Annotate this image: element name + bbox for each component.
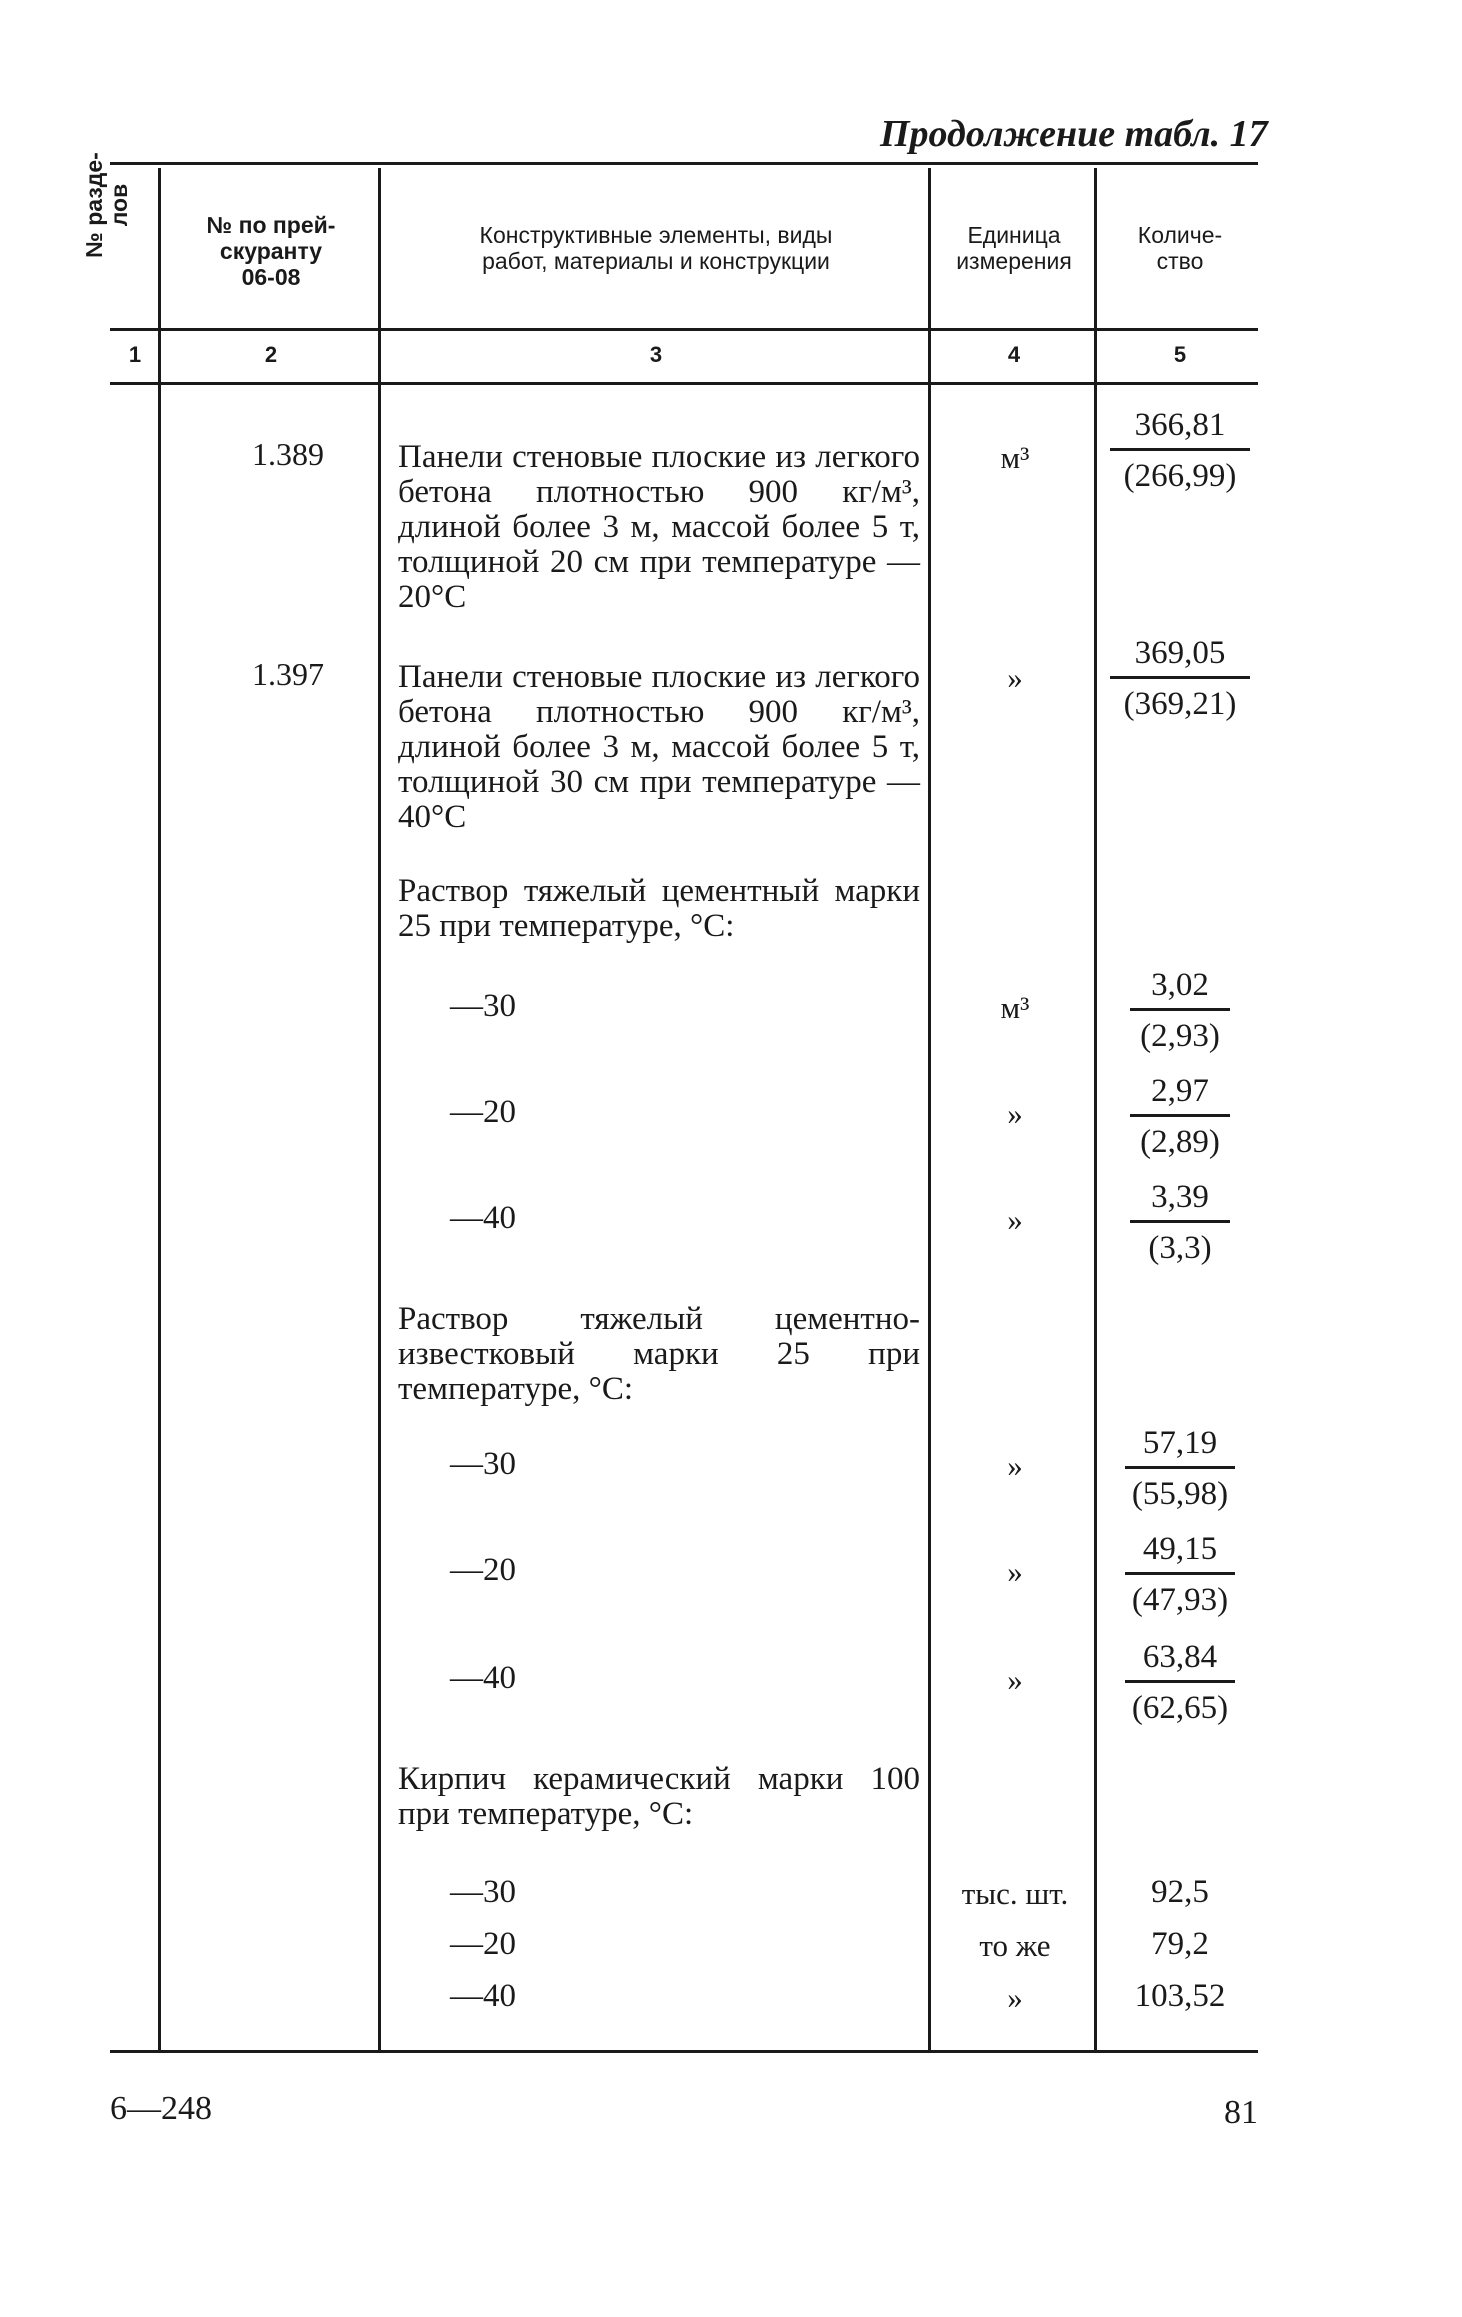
row-1397-description: Панели стеновые плоские из легкого бетона плотностью 900 кг/м³, длиной более 3 м, массой более 5 т, толщиной 30 см при температуре —40°C [398,659,920,835]
quantity-main: 49,15 [1142,1531,1218,1567]
cement-lime-unit-20: » [1007,1554,1023,1589]
brick-temp-40: —40 [450,1978,516,2014]
row-1389-unit: м³ [1000,440,1030,475]
footer-signature: 6—248 [110,2090,212,2127]
cement-mortar-temp-20: —20 [450,1094,516,1130]
cement-lime-temp-40: —40 [450,1660,516,1696]
cement-lime-unit-30: » [1007,1448,1023,1483]
fraction-bar [1125,1680,1235,1683]
col-number-1: 1 [128,342,142,367]
group-cement-mortar-title: Раствор тяжелый цементный марки 25 при температуре, °С: [398,873,920,944]
brick-unit-40: » [1007,1980,1023,2015]
quantity-parenthetical: (47,93) [1131,1582,1229,1618]
cement-mortar-quantity-30 [1100,966,1260,1055]
brick-quantity-40: 103,52 [1134,1978,1226,2014]
brick-temp-20: —20 [450,1926,516,1962]
cement-lime-temp-30: —30 [450,1446,516,1482]
group-ceramic-brick-title: Кирпич керамический марки 100 при температуре, °С: [398,1761,920,1832]
fraction-bar [1125,1572,1235,1575]
cement-lime-unit-40: » [1007,1662,1023,1697]
fraction-bar [1130,1008,1230,1011]
col-number-2: 2 [264,342,278,367]
cement-mortar-quantity-20 [1100,1072,1260,1161]
table-caption: Продолжение табл. 17 [880,113,1268,155]
col-number-5: 5 [1173,342,1187,367]
row-1397-quantity [1100,634,1260,723]
cement-mortar-unit-40: » [1007,1202,1023,1237]
fraction-bar [1130,1220,1230,1223]
header-quantity: Количе- ство [1137,222,1223,274]
quantity-main: 3,39 [1151,1179,1209,1215]
quantity-main: 366,81 [1134,407,1226,443]
col-number-4: 4 [1007,342,1021,367]
cement-mortar-unit-30: м³ [1000,990,1030,1025]
quantity-parenthetical: (55,98) [1131,1476,1229,1512]
quantity-main: 3,02 [1151,967,1209,1003]
page-number: 81 [1224,2094,1258,2131]
numbers-bottom-rule [110,382,1258,385]
row-1389-code: 1.389 [252,436,324,472]
header-elements: Конструктивные элементы, виды работ, материалы и конструкции [479,222,833,274]
fraction-bar [1125,1466,1235,1469]
quantity-parenthetical: (369,21) [1123,686,1237,722]
cement-lime-quantity-40 [1100,1638,1260,1727]
header-section-number: № разде- лов [81,152,132,258]
cement-lime-temp-20: —20 [450,1552,516,1588]
quantity-main: 2,97 [1151,1073,1209,1109]
brick-quantity-30: 92,5 [1151,1874,1209,1910]
header-unit: Единица измерения [956,222,1072,274]
quantity-parenthetical: (266,99) [1123,458,1237,494]
fraction-bar [1130,1114,1230,1117]
quantity-main: 369,05 [1134,635,1226,671]
brick-unit-30: тыс. шт. [961,1876,1069,1911]
brick-quantity-20: 79,2 [1151,1926,1209,1962]
brick-temp-30: —30 [450,1874,516,1910]
quantity-main: 63,84 [1142,1639,1218,1675]
row-1389-description: Панели стеновые плоские из легкого бетона плотностью 900 кг/м³, длиной более 3 м, массой более 5 т, толщиной 20 см при температуре —20°C [398,439,920,615]
group-cement-lime-mortar-title: Раствор тяжелый цементно-известковый марки 25 при температуре, °С: [398,1301,920,1407]
cement-lime-quantity-20 [1100,1530,1260,1619]
brick-unit-20: то же [979,1928,1051,1963]
fraction-bar [1110,676,1250,679]
quantity-main: 57,19 [1142,1425,1218,1461]
col-number-3: 3 [649,342,663,367]
row-1389-quantity [1100,406,1260,495]
col-divider-1 [158,168,161,2050]
cement-mortar-temp-40: —40 [450,1200,516,1236]
cement-lime-quantity-30 [1100,1424,1260,1513]
quantity-parenthetical: (3,3) [1148,1230,1212,1266]
row-1397-code: 1.397 [252,656,324,692]
quantity-parenthetical: (62,65) [1131,1690,1229,1726]
fraction-bar [1110,448,1250,451]
table-top-rule [110,162,1258,165]
quantity-parenthetical: (2,89) [1140,1124,1220,1160]
col-divider-3 [928,168,931,2050]
quantity-parenthetical: (2,93) [1140,1018,1220,1054]
header-pricelist-number: № по прей- скуранту 06-08 [206,212,336,290]
cement-mortar-quantity-40 [1100,1178,1260,1267]
cement-mortar-unit-20: » [1007,1096,1023,1131]
row-1397-unit: » [1007,660,1023,695]
cement-mortar-temp-30: —30 [450,988,516,1024]
header-bottom-rule [110,328,1258,331]
table-bottom-rule [110,2050,1258,2053]
